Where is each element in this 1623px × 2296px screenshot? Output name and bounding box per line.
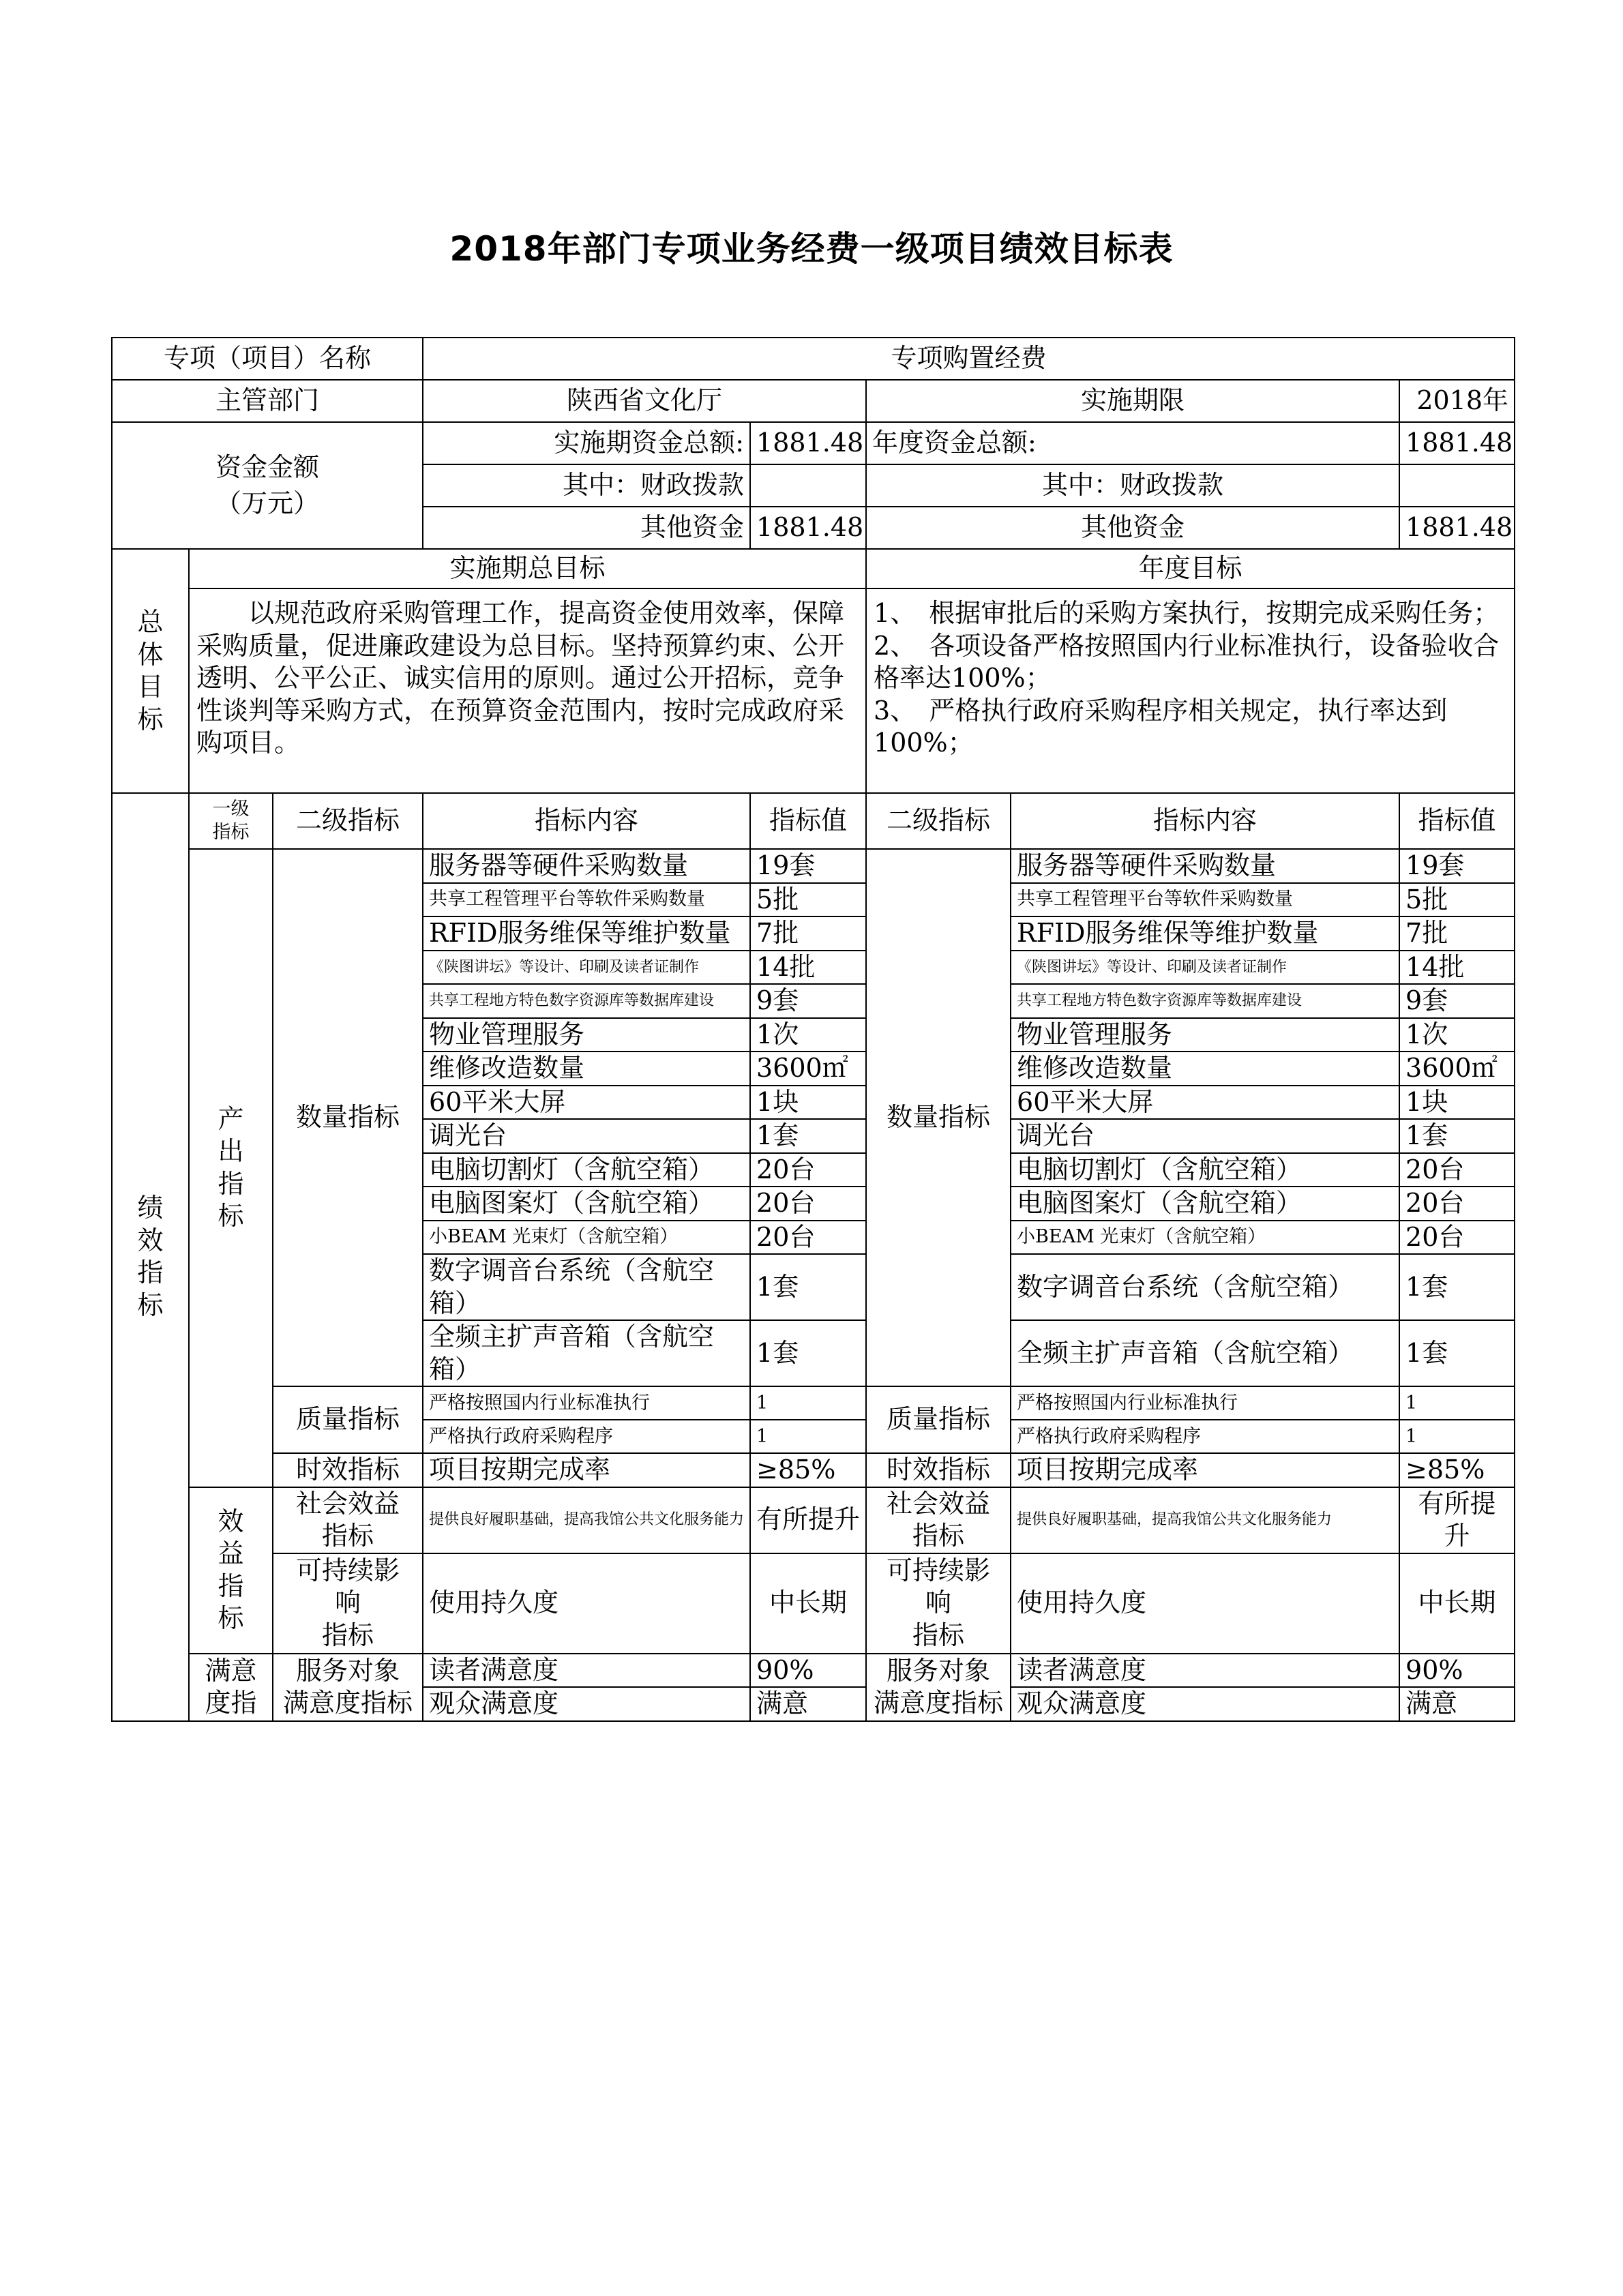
indicator-content: 60平米大屏 [423,1086,750,1120]
quantity-label: 数量指标 [866,849,1011,1386]
period-goal-text: 以规范政府采购管理工作，提高资金使用效率，保障采购质量，促进廉政建设为总目标。坚持预算约束、公开透明、公平公正、诚实信用的原则。通过公开招标，竞争性谈判等采购方式，在预算资金范围内，按时完成政府采购项目。 [189,588,866,793]
level1-header: 一级 指标 [189,793,273,849]
period-label: 实施期限 [866,380,1399,422]
indicator-content: 共享工程地方特色数字资源库等数据库建设 [1011,984,1399,1018]
indicator-content: 读者满意度 [1011,1654,1399,1688]
project-name-label: 专项（项目）名称 [112,338,423,380]
satisfaction-sub-label: 服务对象 满意度指标 [866,1654,1011,1721]
indicator-value: 1块 [750,1086,866,1120]
indicator-content: 严格按照国内行业标准执行 [423,1386,750,1420]
indicator-value: 1次 [750,1018,866,1052]
indicator-value: 5批 [1399,883,1515,917]
indicator-content: 项目按期完成率 [423,1453,750,1487]
perf-indicator-label: 绩 效 指 标 [112,793,189,1721]
sustainability-label: 可持续影 响 指标 [273,1553,423,1654]
indicator-content: 电脑图案灯（含航空箱） [1011,1187,1399,1221]
indicator-value: 满意 [750,1687,866,1721]
indicator-value: 1块 [1399,1086,1515,1120]
indicator-value: 有所提升 [750,1487,866,1553]
page-title: 2018年部门专项业务经费一级项目绩效目标表 [449,229,1174,269]
value-header: 指标值 [750,793,866,849]
timeliness-row [112,1453,1515,1487]
row-overall-header [112,549,1515,588]
funds-label: 资金金额 （万元） [112,422,423,549]
overall-goal-label: 总 体 目 标 [112,549,189,793]
indicator-value: 1 [750,1386,866,1420]
indicator-value: 90% [1399,1654,1515,1688]
indicator-content: 服务器等硬件采购数量 [1011,849,1399,883]
indicator-content: 《陕图讲坛》等设计、印刷及读者证制作 [1011,951,1399,985]
indicator-value: 1 [750,1420,866,1453]
indicator-content: 调光台 [423,1119,750,1153]
funds-right-value: 1881.48 [1399,507,1515,549]
sustainability-row [112,1553,1515,1654]
content-header: 指标内容 [423,793,750,849]
funds-left-value [750,464,866,507]
indicator-content: 全频主扩声音箱（含航空箱） [1011,1320,1399,1386]
quality-label: 质量指标 [273,1386,423,1453]
indicator-content: 物业管理服务 [423,1018,750,1052]
value-header: 指标值 [1399,793,1515,849]
indicator-content: 全频主扩声音箱（含航空箱） [423,1320,750,1386]
indicator-value: 3600㎡ [750,1052,866,1086]
indicator-content: 使用持久度 [1011,1553,1399,1654]
indicator-value: 20台 [1399,1153,1515,1187]
funds-right-value [1399,464,1515,507]
row-project-name [112,338,1515,380]
indicator-content: 数字调音台系统（含航空箱） [1011,1254,1399,1320]
indicator-value: 20台 [1399,1221,1515,1255]
indicator-content: RFID服务维保等维护数量 [423,916,750,951]
funds-right-label: 年度资金总额: [866,422,1399,464]
satisfaction-sub-label: 服务对象 满意度指标 [273,1654,423,1721]
funds-left-label: 其他资金 [423,507,750,549]
indicator-content: 物业管理服务 [1011,1018,1399,1052]
period-value: 2018年 [1399,380,1515,422]
indicator-value: 中长期 [1399,1553,1515,1654]
indicator-value: 1 [1399,1420,1515,1453]
funds-left-label: 实施期资金总额: [423,422,750,464]
performance-table [111,337,1515,1722]
indicator-content: 共享工程地方特色数字资源库等数据库建设 [423,984,750,1018]
indicator-content: 使用持久度 [423,1553,750,1654]
indicator-value: 20台 [750,1153,866,1187]
funds-right-label: 其中：财政拨款 [866,464,1399,507]
indicator-value: 7批 [750,916,866,951]
indicator-value: 中长期 [750,1553,866,1654]
indicator-value: 9套 [1399,984,1515,1018]
dept-value: 陕西省文化厅 [423,380,866,422]
satisfaction-indicator-label: 满意 度指 [189,1654,273,1721]
social-benefit-row [112,1487,1515,1553]
timeliness-label: 时效指标 [866,1453,1011,1487]
indicator-content: 读者满意度 [423,1654,750,1688]
indicator-content: 服务器等硬件采购数量 [423,849,750,883]
funds-right-label: 其他资金 [866,507,1399,549]
indicator-value: 14批 [1399,951,1515,985]
indicator-value: ≥85% [1399,1453,1515,1487]
row-funds-1 [112,422,1515,464]
indicator-value: 1套 [750,1254,866,1320]
indicator-value: 1套 [1399,1254,1515,1320]
indicator-value: 90% [750,1654,866,1688]
indicator-value: 满意 [1399,1687,1515,1721]
benefit-indicator-label: 效 益 指 标 [189,1487,273,1654]
indicator-content: 共享工程管理平台等软件采购数量 [423,883,750,917]
indicator-value: 19套 [750,849,866,883]
indicator-value: 1套 [750,1119,866,1153]
funds-left-value: 1881.48 [750,507,866,549]
social-benefit-label: 社会效益 指标 [273,1487,423,1553]
indicator-content: 数字调音台系统（含航空箱） [423,1254,750,1320]
indicator-content: 60平米大屏 [1011,1086,1399,1120]
project-name-value: 专项购置经费 [423,338,1515,380]
indicator-value: 有所提升 [1399,1487,1515,1553]
indicator-content: 维修改造数量 [423,1052,750,1086]
indicator-content: 共享工程管理平台等软件采购数量 [1011,883,1399,917]
indicator-content: 小BEAM 光束灯（含航空箱） [423,1221,750,1255]
output-indicator-label: 产 出 指 标 [189,849,273,1487]
indicator-content: 项目按期完成率 [1011,1453,1399,1487]
indicator-content: 提供良好履职基础，提高我馆公共文化服务能力 [423,1487,750,1553]
indicator-content: 严格执行政府采购程序 [1011,1420,1399,1453]
content-header: 指标内容 [1011,793,1399,849]
indicator-content: RFID服务维保等维护数量 [1011,916,1399,951]
indicator-value: 5批 [750,883,866,917]
annual-goal-header: 年度目标 [866,549,1515,588]
indicator-content: 观众满意度 [1011,1687,1399,1721]
quality-label: 质量指标 [866,1386,1011,1453]
quantity-row [112,849,1515,883]
indicator-value: 20台 [750,1221,866,1255]
quantity-label: 数量指标 [273,849,423,1386]
social-benefit-label: 社会效益 指标 [866,1487,1011,1553]
indicator-content: 提供良好履职基础，提高我馆公共文化服务能力 [1011,1487,1399,1553]
dept-label: 主管部门 [112,380,423,422]
funds-left-label: 其中：财政拨款 [423,464,750,507]
indicator-value: 19套 [1399,849,1515,883]
perf-header-row [112,793,1515,849]
indicator-value: 1套 [1399,1119,1515,1153]
indicator-value: 20台 [1399,1187,1515,1221]
indicator-content: 《陕图讲坛》等设计、印刷及读者证制作 [423,951,750,985]
indicator-content: 严格执行政府采购程序 [423,1420,750,1453]
quality-row [112,1386,1515,1420]
satisfaction-row [112,1654,1515,1688]
indicator-content: 小BEAM 光束灯（含航空箱） [1011,1221,1399,1255]
indicator-content: 严格按照国内行业标准执行 [1011,1386,1399,1420]
indicator-value: 3600㎡ [1399,1052,1515,1086]
indicator-content: 观众满意度 [423,1687,750,1721]
indicator-content: 维修改造数量 [1011,1052,1399,1086]
indicator-value: 9套 [750,984,866,1018]
row-dept [112,380,1515,422]
indicator-content: 电脑切割灯（含航空箱） [1011,1153,1399,1187]
level2-header: 二级指标 [866,793,1011,849]
funds-right-value: 1881.48 [1399,422,1515,464]
indicator-content: 调光台 [1011,1119,1399,1153]
indicator-content: 电脑切割灯（含航空箱） [423,1153,750,1187]
sustainability-label: 可持续影 响 指标 [866,1553,1011,1654]
row-overall-text [112,588,1515,793]
indicator-value: 7批 [1399,916,1515,951]
annual-goal-text: 1、 根据审批后的采购方案执行，按期完成采购任务； 2、 各项设备严格按照国内行业标准执行，设备验收合格率达100%； 3、 严格执行政府采购程序相关规定，执行率达到100%； [866,588,1515,793]
timeliness-label: 时效指标 [273,1453,423,1487]
funds-left-value: 1881.48 [750,422,866,464]
indicator-value: 1 [1399,1386,1515,1420]
indicator-value: 1次 [1399,1018,1515,1052]
period-goal-header: 实施期总目标 [189,549,866,588]
level2-header: 二级指标 [273,793,423,849]
indicator-value: 1套 [750,1320,866,1386]
indicator-content: 电脑图案灯（含航空箱） [423,1187,750,1221]
indicator-value: 20台 [750,1187,866,1221]
indicator-value: 1套 [1399,1320,1515,1386]
indicator-value: ≥85% [750,1453,866,1487]
indicator-value: 14批 [750,951,866,985]
